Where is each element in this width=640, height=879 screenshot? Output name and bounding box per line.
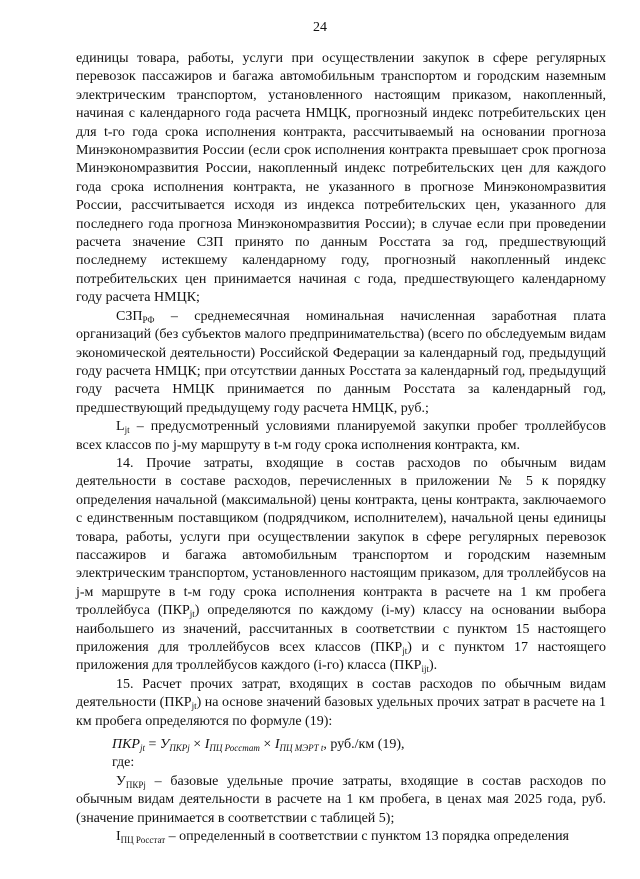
symbol-i: I (116, 829, 121, 845)
paragraph-szp-definition (76, 308, 606, 418)
formula-term-1-subscript: ПКРj (169, 743, 190, 754)
symbol-szp-subscript: РФ (142, 314, 155, 325)
formula-19 (76, 736, 606, 754)
formula-term-2: I (204, 737, 210, 753)
formula-term-2-subscript: ПЦ Росстат (209, 743, 260, 754)
symbol-u-subscript: ПКРj (125, 779, 146, 790)
paragraph-ipc-definition: единицы товара, работы, услуги при осуществлении закупок в сфере регулярных перевозок пассажиров и багажа автомобильным транспортом и городским наземным электрическим транспортом, установленного настоящим приказом, накопленный, начиная с календарного года расчета НМЦК, прогнозный индекс потребительских цен для t-го года срока исполнения контракта, рассчитываемый на основании прогноза Минэкономразвития России (если срок исполнения контракта превышает срок прогноза Минэкономразвития России, накопленный индекс потребительских цен для каждого года срока исполнения контракта, не указанного в прогнозе Минэкономразвития России, рассчитывается исходя из индекса потребительских цен, указанного для последнего года прогноза Минэкономразвития России); в случае если при проведении расчета значение СЗП принято по данным Росстата за год, предшествующий последнему истекшему календарному году, прогнозный накопленный индекс потребительских цен принимается начиная с года, предшествующего календарному году расчета НМЦК; (76, 51, 606, 306)
where-label: где: (112, 755, 135, 771)
formula-times-2: × (259, 737, 275, 753)
paragraph-14-sub-c: ijt (421, 664, 429, 675)
paragraph-14-text-a: 14. Прочие затраты, входящие в состав расходов по обычным видам деятельности в составе расходов, перечисленных в приложении № 5 к порядку определения начальной (максимальной) цены контракта, цены контракта, заключаемого с единственным поставщиком (подрядчиком, исполнителем), начальной цены единицы товара, работы, услуги при осуществлении закупок в сфере регулярных перевозок пассажиров и багажа автомобильным транспортом и городским наземным электрическим транспортом, установленного настоящим приказом, для троллейбусов на j-м маршруте в t-м году срока исполнения контракта в расчете на 1 км пробега троллейбуса (ПКР (76, 455, 606, 619)
paragraph-14 (76, 455, 606, 676)
paragraph-15-text-b: ) на основе значений базовых удельных прочих затрат в расчете на 1 км пробега определяются по формуле (19): (76, 695, 607, 729)
formula-lhs: ПКР (112, 737, 140, 753)
page-number: 24 (313, 20, 327, 35)
formula-term-3: I (274, 737, 280, 753)
formula-equals: = (144, 737, 160, 753)
paragraph-15 (76, 676, 606, 731)
paragraph-14-sub-a: jt (189, 609, 195, 620)
paragraph-u-definition (76, 773, 606, 828)
symbol-i-subscript: ПЦ Росстат (120, 835, 166, 846)
paragraph-l-definition (76, 418, 606, 455)
symbol-u: У (116, 773, 126, 789)
formula-term-3-subscript: ПЦ МЭРТ t (279, 743, 324, 754)
symbol-l-subscript: jt (124, 425, 130, 436)
paragraph-15-text-a: 15. Расчет прочих затрат, входящих в состав расходов по обычным видам деятельности (ПКР (76, 676, 606, 711)
szp-definition-text: – среднемесячная номинальная начисленная заработная плата организаций (без субъектов малого предпринимательства) (всего по обследуемым видам экономической деятельности) Российской Федерации за календарный год, предыдущий году расчета НМЦК; при отсутствии данных Росстата за календарный год, предыдущий году расчета НМЦК принимается по данным Росстата за календарный год, предшествующий предыдущему году расчета НМЦК, руб.; (76, 308, 606, 416)
document-body (76, 50, 606, 846)
formula-tail: , руб./км (19), (323, 737, 405, 753)
paragraph-i-definition (76, 828, 606, 846)
paragraph-14-text-d: ). (428, 658, 438, 674)
paragraph-14-sub-b: jt (402, 646, 408, 656)
paragraph-15-sub-a: jt (191, 701, 197, 712)
i-definition-text: – определенный в соответствии с пунктом 13 порядка определения (165, 829, 569, 845)
formula-lhs-subscript: jt (139, 743, 145, 754)
symbol-l: L (116, 419, 125, 435)
formula-times-1: × (189, 737, 205, 753)
paragraph-14-text-b: ) определяются по каждому (i-му) классу на основании выбора наибольшего из значений, рассчитанных в соответствии с пунктом 15 настоящего приложения для троллейбусов всех классов (ПКР (76, 603, 606, 655)
u-definition-text: – базовые удельные прочие затраты, входящие в состав расходов по обычным видам деятельности в расчете на 1 км пробега, в ценах мая 2025 года, руб. (значение принимается в соответствии с таблицей 5); (76, 773, 606, 826)
formula-term-1: У (159, 737, 170, 753)
l-definition-text: – предусмотренный условиями планируемой закупки пробег троллейбусов всех классов по j-му маршруту в t-м году срока исполнения контракта, км. (76, 419, 606, 453)
paragraph-14-text-c: ) и с пунктом 17 настоящего приложения для троллейбусов каждого (i-го) класса (ПКР (76, 640, 606, 674)
symbol-szp: СЗП (116, 308, 143, 324)
